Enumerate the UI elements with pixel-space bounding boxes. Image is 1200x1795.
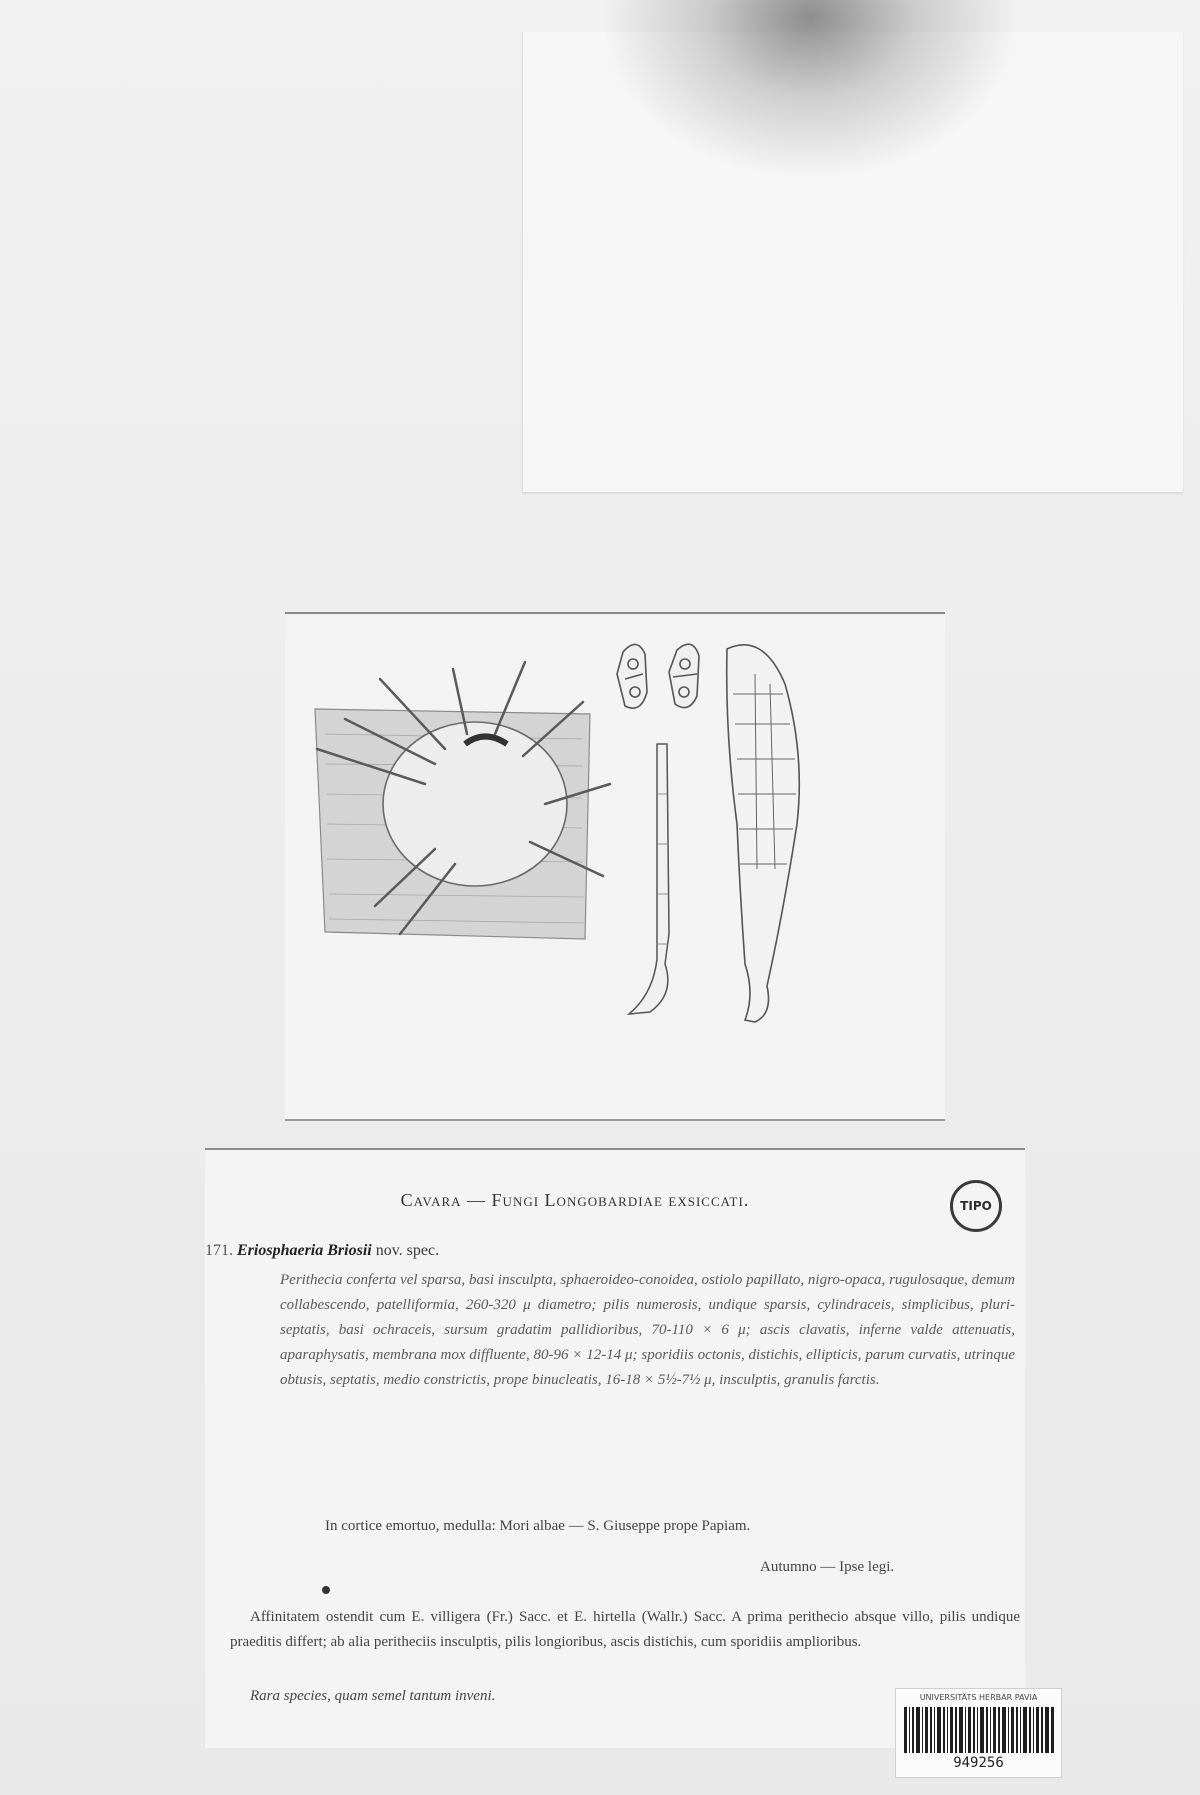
barcode-label [895, 1688, 1062, 1778]
illustration-plate [285, 612, 945, 1121]
label-header: Cavara — Fungi Longobardiae exsiccati. [400, 1190, 750, 1210]
hair-detail [629, 744, 669, 1014]
rarity-note: Rara species, quam semel tantum inveni. [250, 1688, 496, 1704]
taxon-entry [205, 1242, 1025, 1260]
taxon-status: nov. spec. [375, 1242, 440, 1259]
label-rule [205, 1148, 1025, 1150]
type-seal: TIPO [950, 1180, 1002, 1232]
perithecium [383, 722, 567, 886]
barcode-institution: UNIVERSITÄTS HERBAR PAVIA [919, 1693, 1038, 1702]
specimen-packet [522, 32, 1183, 493]
barcode-number: 949256 [953, 1755, 1004, 1771]
printed-label [205, 1148, 1025, 1748]
bullet-mark [322, 1586, 330, 1594]
fungus-illustration [285, 614, 945, 1119]
taxon-description: Perithecia conferta vel sparsa, basi insculpta, sphaeroideo-conoidea, ostiolo papillato, nigro-opaca, rugulosaque, demum collabescendo, patelliformia, 260-320 μ diametro; pilis numerosis, undique sparsis, cylindraceis, simplicibus, pluri-septatis, basi ochraceis, sursum gradatim pallidioribus, 70-110 × 6 μ; ascis clavatis, inferne valde attenuatis, aparaphysatis, membrana mox diffluente, 80-96 × 12-14 μ; sporidiis octonis, distichis, ellipticis, parum curvatis, utrinque obtusis, septatis, medio constrictis, prope binucleatis, 16-18 × 5½-7½ μ, insculptis, granulis farctis. [280, 1272, 1015, 1388]
date-collector: Autumno — Ipse legi. [760, 1559, 895, 1575]
taxon-name: Eriosphaeria Briosii [237, 1242, 372, 1259]
entry-number: 171. [205, 1242, 233, 1259]
locality-text: In cortice emortuo, medulla: Mori albae — S. Giuseppe prope Papiam. [325, 1518, 751, 1534]
ascus [727, 645, 800, 1022]
spores [617, 644, 699, 708]
barcode-bars [904, 1707, 1054, 1753]
affinity-note: Affinitatem ostendit cum E. villigera (Fr.) Sacc. et E. hirtella (Wallr.) Sacc. A prima perithecio absque villo, pilis undique praeditis differt; ab alia peritheciis insculptis, pilis longioribus, ascis distichis, cum sporidiis amplioribus. [230, 1609, 1020, 1650]
